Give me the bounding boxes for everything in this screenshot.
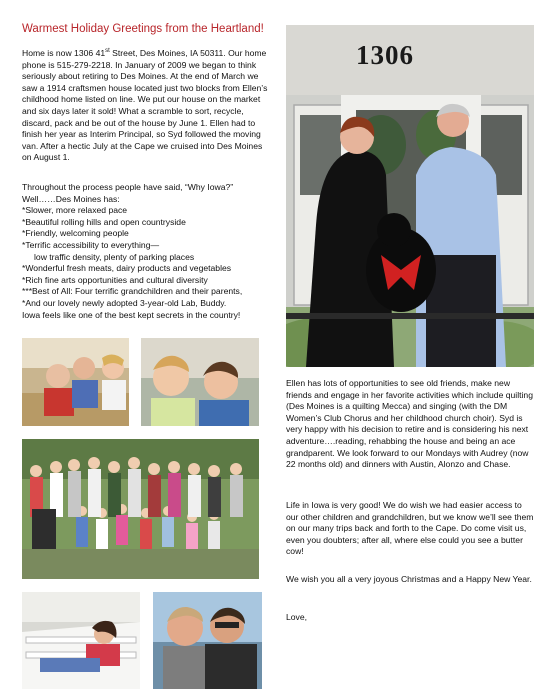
intro-text-2: Street, Des Moines, IA 50311. Our home phone is 515-279-2218. In January of 2009 we began to think seriously about retiring to Des Moines. At the end of March we saw a 1914 craftsmen house located just two blocks from Ellen’s childhood home listed on line. We put our house on the market and six days later it sold! What a scramble to sort, recycle, discard, pack and be out of the house by June 1. Ellen had to finish her year as Interim Principal, so Syd followed the moving van. After a hectic July at the Cape we cruised into Des Moines on August 1. xyxy=(22,48,268,163)
why-item: low traffic density, plenty of parking places xyxy=(34,251,195,262)
girl-reading-photo xyxy=(22,592,140,689)
why-item: Iowa feels like one of the best kept secrets in the country! xyxy=(22,309,241,320)
wish-paragraph: We wish you all a very joyous Christmas and a Happy New Year. xyxy=(286,574,532,584)
why-item: *Rich fine arts opportunities and cultural diversity xyxy=(22,274,208,285)
grandkids-photo-1 xyxy=(22,338,129,426)
closing-text: Love, xyxy=(286,612,308,622)
why-lead: Throughout the process people have said, “Why Iowa?” xyxy=(22,182,234,192)
why-iowa-section xyxy=(22,182,274,321)
couple-house-photo xyxy=(286,25,534,367)
house-number: 1306 xyxy=(356,40,414,70)
intro-text-1: Home is now 1306 41 xyxy=(22,48,106,58)
two-men-photo xyxy=(153,592,262,689)
intro-superscript: st xyxy=(105,48,110,55)
why-item: *Wonderful fresh meats, dairy products and vegetables xyxy=(22,263,232,274)
why-item: *Terrific accessibility to everything— xyxy=(22,239,160,250)
why-item: *Friendly, welcoming people xyxy=(22,228,129,239)
why-item: ***Best of All: Four terrific grandchildren and their parents, xyxy=(22,286,243,297)
intro-paragraph xyxy=(22,48,274,164)
page-title: Warmest Holiday Greetings from the Heartland! xyxy=(22,23,264,35)
grandkids-photo-2 xyxy=(141,338,259,426)
ellen-paragraph: Ellen has lots of opportunities to see old friends, make new friends and engage in her favorite activities which include quilting (Des Moines is a quilting Mecca) and singing (with the DM Women’s Club Chorus and her childhood church choir). Syd is very happy with his decision to retire and is considering his next adventure….reading, rehabbing the house and being an ace grandparent. We look forward to our Mondays with Audrey (now 22 months old) and dinners with Austin, Alonzo and Chase. xyxy=(286,378,533,470)
why-well: Well……Des Moines has: xyxy=(22,193,120,204)
why-item: *Slower, more relaxed pace xyxy=(22,205,128,216)
life-paragraph: Life in Iowa is very good! We do wish we had easier access to our other children and grandchildren, but we know we’ll see them on our many trips back and forth to the Cape. Do come visit us, even you doubters; after all, where else could you see a butter cow! xyxy=(286,500,534,557)
family-group-photo xyxy=(22,439,259,579)
why-item: *And our lovely newly adopted 3-year-old Lab, Buddy. xyxy=(22,297,227,308)
why-item: *Beautiful rolling hills and open countryside xyxy=(22,216,186,227)
